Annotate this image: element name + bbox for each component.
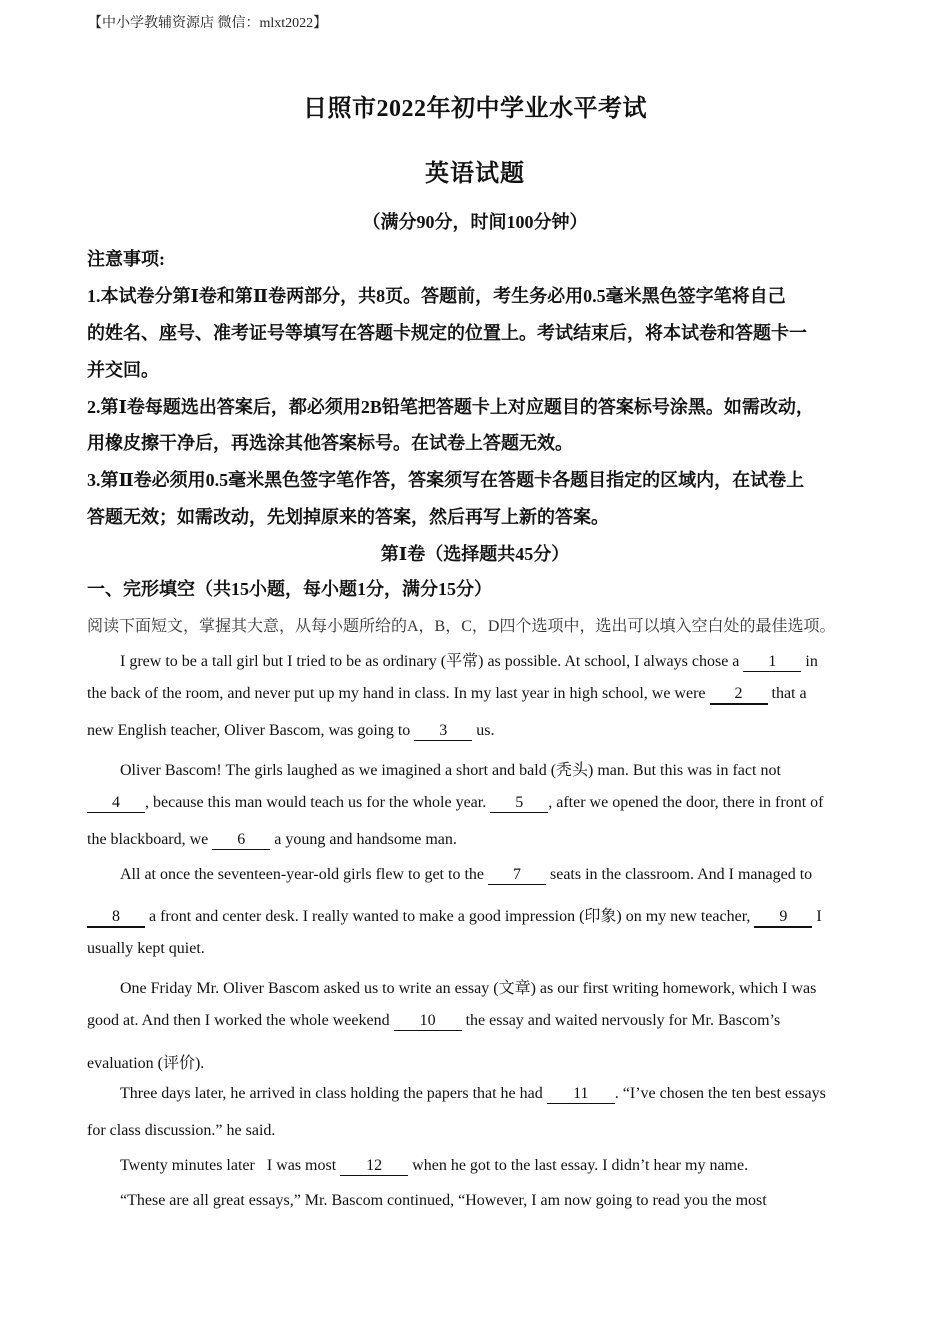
notice-line: 3.第Ⅱ卷必须用0.5毫米黑色签字笔作答，答案须写在答题卡各题目指定的区域内，在试卷上 bbox=[87, 470, 805, 490]
notice-line: 1.本试卷分第Ⅰ卷和第Ⅱ卷两部分，共8页。答题前，考生务必用0.5毫米黑色签字笔将自己 bbox=[87, 286, 786, 306]
blank-3: 3 bbox=[414, 722, 472, 741]
notice-line: 并交回。 bbox=[87, 360, 159, 380]
blank-5: 5 bbox=[490, 794, 548, 813]
blank-8: 8 bbox=[87, 908, 145, 928]
passage-line: good at. And then I worked the whole weekend 10 the essay and waited nervously for Mr. Bascom’s bbox=[87, 1012, 781, 1029]
notice-heading: 注意事项: bbox=[87, 249, 165, 269]
blank-1: 1 bbox=[743, 653, 801, 672]
passage-line: I grew to be a tall girl but I tried to be as ordinary (平常) as possible. At school, I always chose a 1 in bbox=[120, 653, 818, 670]
passage-line: the back of the room, and never put up my hand in class. In my last year in high school, we were 2 that a bbox=[87, 685, 807, 705]
passage-line: All at once the seventeen-year-old girls flew to get to the 7 seats in the classroom. And I managed to bbox=[120, 866, 813, 883]
blank-6: 6 bbox=[212, 831, 270, 850]
exam-title: 日照市2022年初中学业水平考试 bbox=[303, 96, 647, 122]
passage-line: usually kept quiet. bbox=[87, 940, 205, 957]
passage-line: “These are all great essays,” Mr. Bascom continued, “However, I am now going to read you the most bbox=[120, 1192, 767, 1209]
notice-line: 答题无效；如需改动，先划掉原来的答案，然后再写上新的答案。 bbox=[87, 507, 609, 527]
part-one-heading: 一、完形填空（共15小题，每小题1分，满分15分） bbox=[87, 579, 492, 599]
passage-line: 4 , because this man would teach us for the whole year. 5 , after we opened the door, there in front of bbox=[87, 794, 823, 813]
blank-4: 4 bbox=[87, 794, 145, 813]
passage-line: Oliver Bascom! The girls laughed as we imagined a short and bald (秃头) man. But this was in fact not bbox=[120, 762, 781, 779]
passage-line: evaluation (评价). bbox=[87, 1055, 205, 1072]
score-info: （满分90分，时间100分钟） bbox=[362, 212, 588, 232]
part-one-instruction: 阅读下面短文，掌握其大意，从每小题所给的A，B，C，D四个选项中，选出可以填入空白处的最佳选项。 bbox=[87, 618, 836, 635]
exam-subtitle: 英语试题 bbox=[425, 161, 525, 187]
passage-line: new English teacher, Oliver Bascom, was going to 3 us. bbox=[87, 722, 495, 739]
notice-line: 用橡皮擦干净后，再选涂其他答案标号。在试卷上答题无效。 bbox=[87, 433, 573, 453]
source-watermark-note: 【中小学教辅资源店 微信：mlxt2022】 bbox=[88, 16, 328, 31]
passage-line: the blackboard, we 6 a young and handsome man. bbox=[87, 831, 457, 848]
passage-line: for class discussion.” he said. bbox=[87, 1122, 276, 1139]
notice-line: 的姓名、座号、准考证号等填写在答题卡规定的位置上。考试结束后，将本试卷和答题卡一 bbox=[87, 323, 807, 343]
passage-line: Twenty minutes later I was most 12 when he got to the last essay. I didn’t hear my name. bbox=[120, 1157, 749, 1174]
section-one-heading: 第Ⅰ卷（选择题共45分） bbox=[380, 544, 570, 564]
blank-2: 2 bbox=[710, 685, 768, 705]
blank-12: 12 bbox=[340, 1157, 408, 1176]
passage-line: One Friday Mr. Oliver Bascom asked us to write an essay (文章) as our first writing homework, which I was bbox=[120, 980, 817, 997]
blank-10: 10 bbox=[394, 1012, 462, 1031]
notice-line: 2.第Ⅰ卷每题选出答案后，都必须用2B铅笔把答题卡上对应题目的答案标号涂黑。如需改动， bbox=[87, 397, 814, 417]
blank-7: 7 bbox=[488, 866, 546, 885]
blank-11: 11 bbox=[547, 1085, 615, 1104]
passage-line: Three days later, he arrived in class holding the papers that he had 11 . “I’ve chosen the ten best essays bbox=[120, 1085, 826, 1102]
blank-9: 9 bbox=[754, 908, 812, 928]
passage-line: 8 a front and center desk. I really wanted to make a good impression (印象) on my new teacher, 9 I bbox=[87, 903, 822, 928]
